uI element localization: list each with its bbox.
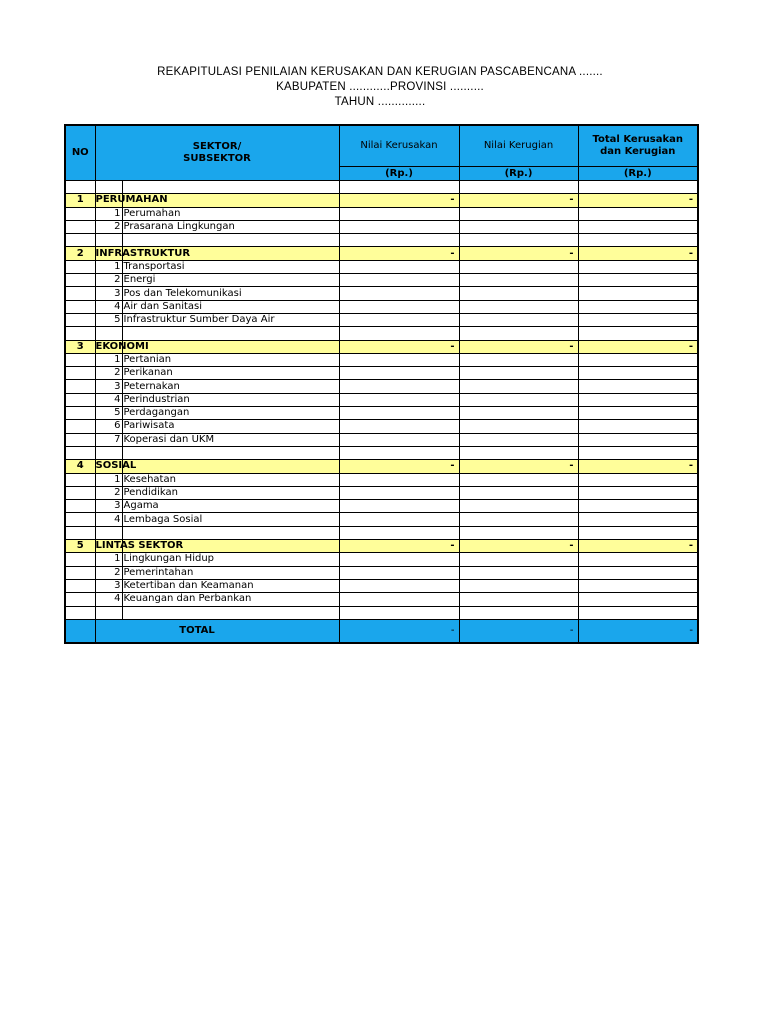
header-total-line1: Total Kerusakan	[592, 134, 683, 145]
value-cell	[339, 260, 459, 273]
section-number: 4	[65, 460, 95, 473]
subsector-row	[65, 513, 698, 526]
empty-cell	[65, 393, 95, 406]
empty-cell	[65, 433, 95, 446]
value-cell	[339, 287, 459, 300]
value-cell	[459, 486, 578, 499]
header-kerugian: Nilai Kerugian	[459, 125, 578, 167]
empty-cell	[65, 287, 95, 300]
subsector-index: 3	[95, 579, 122, 592]
header-sektor-line2: SUBSEKTOR	[183, 153, 251, 164]
empty-cell	[122, 460, 339, 473]
empty-cell	[95, 606, 122, 619]
subsector-row	[65, 553, 698, 566]
empty-cell	[65, 181, 95, 194]
header-sektor-line1: SEKTOR/	[192, 141, 242, 152]
empty-cell	[65, 313, 95, 326]
value-cell	[578, 287, 698, 300]
value-cell	[578, 300, 698, 313]
empty-cell	[339, 526, 459, 539]
section-total-value: -	[578, 340, 698, 353]
empty-cell	[459, 526, 578, 539]
value-cell	[339, 433, 459, 446]
value-cell	[459, 393, 578, 406]
empty-cell	[95, 181, 122, 194]
value-cell	[339, 274, 459, 287]
empty-cell	[95, 526, 122, 539]
value-cell	[339, 393, 459, 406]
empty-cell	[65, 274, 95, 287]
section-name	[95, 460, 137, 473]
subsector-index: 1	[95, 553, 122, 566]
title-line-1: REKAPITULASI PENILAIAN KERUSAKAN DAN KERUGIAN PASCABENCANA .......	[157, 66, 603, 78]
subsector-index: 1	[95, 353, 122, 366]
subsector-name: Keuangan dan Perbankan	[122, 593, 339, 606]
value-cell	[578, 513, 698, 526]
empty-cell	[122, 606, 339, 619]
section-number: 1	[65, 194, 95, 207]
empty-cell	[578, 446, 698, 459]
empty-cell	[578, 234, 698, 247]
subsector-name: Perikanan	[122, 367, 339, 380]
section-kerusakan-value: -	[339, 460, 459, 473]
section-total-value: -	[578, 194, 698, 207]
empty-cell	[65, 553, 95, 566]
grand-total-value: -	[578, 619, 698, 643]
blank-row	[65, 526, 698, 539]
subsector-index: 2	[95, 220, 122, 233]
subsector-row	[65, 220, 698, 233]
subsector-name: Energi	[122, 274, 339, 287]
subsector-index: 7	[95, 433, 122, 446]
section-row	[65, 194, 698, 207]
unit-kerusakan: (Rp.)	[339, 167, 459, 181]
value-cell	[339, 579, 459, 592]
subsector-row	[65, 500, 698, 513]
section-kerugian-value: -	[459, 540, 578, 553]
value-cell	[459, 407, 578, 420]
value-cell	[459, 260, 578, 273]
section-kerusakan-value: -	[339, 340, 459, 353]
section-total-value: -	[578, 540, 698, 553]
section-name	[95, 340, 149, 353]
section-row	[65, 460, 698, 473]
value-cell	[339, 500, 459, 513]
value-cell	[578, 500, 698, 513]
subsector-index: 2	[95, 486, 122, 499]
subsector-index: 1	[95, 473, 122, 486]
subsector-name: Perumahan	[122, 207, 339, 220]
subsector-name: Pos dan Telekomunikasi	[122, 287, 339, 300]
blank-row	[65, 181, 698, 194]
unit-kerugian: (Rp.)	[459, 167, 578, 181]
empty-cell	[95, 234, 122, 247]
subsector-index: 1	[95, 260, 122, 273]
empty-cell	[65, 327, 95, 340]
value-cell	[578, 380, 698, 393]
subsector-name: Lingkungan Hidup	[122, 553, 339, 566]
subsector-index: 5	[95, 313, 122, 326]
empty-cell	[65, 513, 95, 526]
subsector-index: 2	[95, 274, 122, 287]
empty-cell	[578, 181, 698, 194]
empty-cell	[65, 606, 95, 619]
empty-cell	[459, 234, 578, 247]
value-cell	[578, 473, 698, 486]
section-kerugian-value: -	[459, 194, 578, 207]
value-cell	[459, 274, 578, 287]
value-cell	[578, 313, 698, 326]
value-cell	[339, 353, 459, 366]
subsector-index: 1	[95, 207, 122, 220]
subsector-index: 4	[95, 300, 122, 313]
empty-cell	[65, 486, 95, 499]
subsector-name: Peternakan	[122, 380, 339, 393]
value-cell	[578, 566, 698, 579]
title-line-3: TAHUN ..............	[334, 96, 426, 108]
subsector-name: Air dan Sanitasi	[122, 300, 339, 313]
value-cell	[578, 220, 698, 233]
value-cell	[578, 486, 698, 499]
subsector-row	[65, 433, 698, 446]
empty-cell	[459, 606, 578, 619]
subsector-name: Infrastruktur Sumber Daya Air	[122, 313, 339, 326]
empty-cell	[65, 579, 95, 592]
value-cell	[459, 207, 578, 220]
empty-cell	[459, 446, 578, 459]
empty-cell	[339, 234, 459, 247]
empty-cell	[95, 327, 122, 340]
subsector-row	[65, 313, 698, 326]
section-number: 5	[65, 540, 95, 553]
section-name-text: LINTAS SEKTOR	[95, 540, 184, 552]
subsector-index: 3	[95, 380, 122, 393]
subsector-index: 6	[95, 420, 122, 433]
subsector-name: Prasarana Lingkungan	[122, 220, 339, 233]
value-cell	[459, 313, 578, 326]
empty-cell	[122, 446, 339, 459]
empty-cell	[65, 619, 95, 643]
subsector-name: Perdagangan	[122, 407, 339, 420]
value-cell	[339, 566, 459, 579]
empty-cell	[65, 353, 95, 366]
section-kerugian-value: -	[459, 247, 578, 260]
subsector-index: 4	[95, 393, 122, 406]
value-cell	[459, 593, 578, 606]
empty-cell	[339, 606, 459, 619]
header-kerusakan: Nilai Kerusakan	[339, 125, 459, 167]
subsector-index: 2	[95, 367, 122, 380]
blank-row	[65, 446, 698, 459]
subsector-name: Pertanian	[122, 353, 339, 366]
value-cell	[578, 553, 698, 566]
value-cell	[578, 353, 698, 366]
subsector-row	[65, 380, 698, 393]
section-name	[95, 194, 168, 207]
empty-cell	[65, 220, 95, 233]
total-label: TOTAL	[95, 619, 339, 643]
total-kerugian-value: -	[459, 619, 578, 643]
section-row	[65, 247, 698, 260]
subsector-name: Agama	[122, 500, 339, 513]
value-cell	[578, 367, 698, 380]
value-cell	[578, 274, 698, 287]
value-cell	[339, 420, 459, 433]
value-cell	[459, 500, 578, 513]
subsector-row	[65, 367, 698, 380]
empty-cell	[65, 380, 95, 393]
value-cell	[339, 313, 459, 326]
subsector-row	[65, 207, 698, 220]
subsector-row	[65, 274, 698, 287]
blank-row	[65, 606, 698, 619]
subsector-index: 4	[95, 593, 122, 606]
value-cell	[578, 207, 698, 220]
empty-cell	[95, 446, 122, 459]
section-row	[65, 340, 698, 353]
empty-cell	[65, 446, 95, 459]
recap-table	[64, 124, 699, 644]
subsector-row	[65, 566, 698, 579]
value-cell	[339, 486, 459, 499]
header-total	[578, 125, 698, 167]
value-cell	[459, 513, 578, 526]
value-cell	[339, 220, 459, 233]
section-row	[65, 540, 698, 553]
empty-cell	[122, 327, 339, 340]
value-cell	[459, 553, 578, 566]
subsector-name: Pendidikan	[122, 486, 339, 499]
section-total-value: -	[578, 460, 698, 473]
subsector-index: 5	[95, 407, 122, 420]
section-name	[95, 540, 184, 553]
blank-row	[65, 327, 698, 340]
section-kerugian-value: -	[459, 340, 578, 353]
subsector-row	[65, 353, 698, 366]
subsector-name: Perindustrian	[122, 393, 339, 406]
header-no: NO	[65, 125, 95, 181]
total-row	[65, 619, 698, 643]
value-cell	[459, 353, 578, 366]
section-kerugian-value: -	[459, 460, 578, 473]
subsector-row	[65, 420, 698, 433]
value-cell	[459, 220, 578, 233]
blank-row	[65, 234, 698, 247]
section-name-text: EKONOMI	[95, 340, 149, 352]
value-cell	[459, 433, 578, 446]
empty-cell	[65, 420, 95, 433]
empty-cell	[578, 327, 698, 340]
empty-cell	[65, 500, 95, 513]
empty-cell	[65, 260, 95, 273]
value-cell	[459, 579, 578, 592]
subsector-row	[65, 300, 698, 313]
value-cell	[578, 593, 698, 606]
value-cell	[339, 407, 459, 420]
section-kerusakan-value: -	[339, 540, 459, 553]
empty-cell	[65, 566, 95, 579]
value-cell	[339, 207, 459, 220]
value-cell	[459, 566, 578, 579]
subsector-name: Transportasi	[122, 260, 339, 273]
empty-cell	[122, 181, 339, 194]
value-cell	[459, 420, 578, 433]
unit-total: (Rp.)	[578, 167, 698, 181]
subsector-name: Ketertiban dan Keamanan	[122, 579, 339, 592]
section-kerusakan-value: -	[339, 194, 459, 207]
empty-cell	[339, 446, 459, 459]
value-cell	[339, 553, 459, 566]
empty-cell	[65, 593, 95, 606]
empty-cell	[459, 327, 578, 340]
header-sektor	[95, 125, 339, 181]
subsector-row	[65, 287, 698, 300]
value-cell	[339, 593, 459, 606]
subsector-row	[65, 486, 698, 499]
value-cell	[459, 367, 578, 380]
value-cell	[339, 513, 459, 526]
empty-cell	[122, 526, 339, 539]
empty-cell	[65, 367, 95, 380]
value-cell	[578, 393, 698, 406]
value-cell	[459, 287, 578, 300]
header-total-line2: dan Kerugian	[600, 146, 676, 157]
empty-cell	[459, 181, 578, 194]
section-number: 2	[65, 247, 95, 260]
subsector-row	[65, 593, 698, 606]
empty-cell	[65, 407, 95, 420]
subsector-index: 4	[95, 513, 122, 526]
section-name-text: SOSIAL	[95, 460, 137, 472]
empty-cell	[65, 234, 95, 247]
empty-cell	[65, 473, 95, 486]
section-number: 3	[65, 340, 95, 353]
value-cell	[459, 300, 578, 313]
section-name-text: INFRASTRUKTUR	[95, 247, 191, 259]
table-body	[65, 181, 698, 643]
value-cell	[459, 473, 578, 486]
section-name-text: PERUMAHAN	[95, 194, 168, 206]
value-cell	[339, 367, 459, 380]
section-total-value: -	[578, 247, 698, 260]
subsector-row	[65, 407, 698, 420]
value-cell	[339, 473, 459, 486]
value-cell	[578, 420, 698, 433]
subsector-row	[65, 579, 698, 592]
empty-cell	[339, 181, 459, 194]
subsector-row	[65, 473, 698, 486]
empty-cell	[65, 300, 95, 313]
subsector-name: Koperasi dan UKM	[122, 433, 339, 446]
value-cell	[578, 260, 698, 273]
value-cell	[578, 407, 698, 420]
subsector-index: 3	[95, 500, 122, 513]
subsector-row	[65, 260, 698, 273]
subsector-name: Kesehatan	[122, 473, 339, 486]
empty-cell	[578, 526, 698, 539]
empty-cell	[339, 327, 459, 340]
empty-cell	[578, 606, 698, 619]
value-cell	[339, 300, 459, 313]
subsector-index: 2	[95, 566, 122, 579]
subsector-name: Lembaga Sosial	[122, 513, 339, 526]
value-cell	[578, 433, 698, 446]
value-cell	[578, 579, 698, 592]
value-cell	[339, 380, 459, 393]
subsector-name: Pemerintahan	[122, 566, 339, 579]
section-kerusakan-value: -	[339, 247, 459, 260]
empty-cell	[122, 234, 339, 247]
empty-cell	[65, 207, 95, 220]
total-kerusakan-value: -	[339, 619, 459, 643]
subsector-index: 3	[95, 287, 122, 300]
empty-cell	[65, 526, 95, 539]
value-cell	[459, 380, 578, 393]
subsector-row	[65, 393, 698, 406]
section-name	[95, 247, 191, 260]
empty-cell	[122, 340, 339, 353]
subsector-name: Pariwisata	[122, 420, 339, 433]
title-line-2: KABUPATEN ............PROVINSI ..........	[276, 81, 484, 93]
